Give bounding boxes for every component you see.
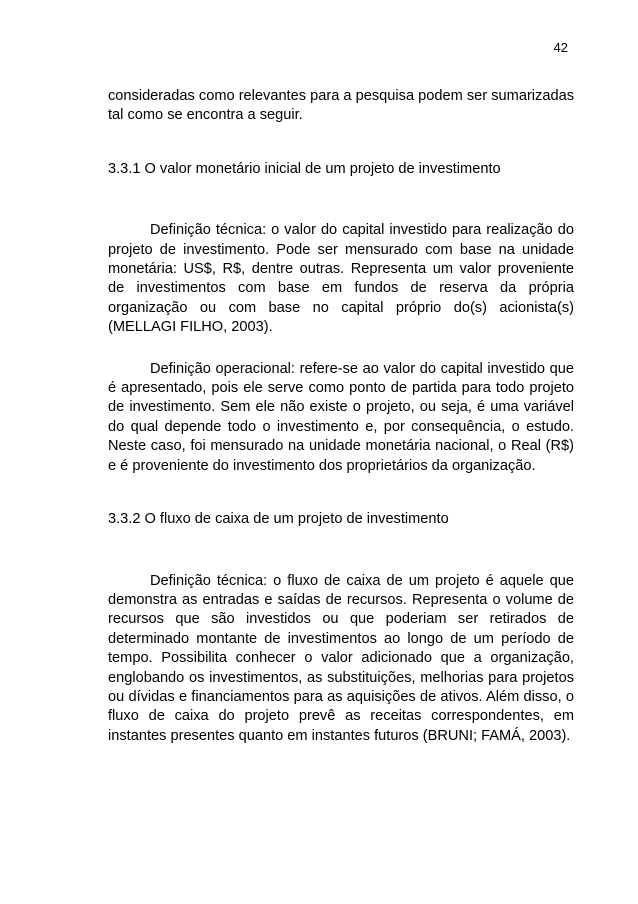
spacer [108, 338, 574, 360]
spacer [108, 476, 574, 510]
spacer [108, 530, 574, 572]
document-body [108, 87, 574, 746]
definition-technical-paragraph: Definição técnica: o valor do capital investido para realização do projeto de investimento. Pode ser mensurado com base na unidade monetária: US$, R$, dentre outras. Representa um valor proveniente de investimentos com base em fundos de reserva da própria organização ou com base no capital próprio do(s) acionista(s) (MELLAGI FILHO, 2003). [108, 222, 574, 336]
page-number: 42 [553, 40, 568, 55]
section-heading-3-3-2: 3.3.2 O fluxo de caixa de um projeto de investimento [108, 511, 449, 528]
cash-flow-definition-paragraph: Definição técnica: o fluxo de caixa de um projeto é aquele que demonstra as entradas e saídas de recursos. Representa o volume de recursos que são investidos ou que poderiam ser retirados de determinado montante de investimentos ao longo de um período de tempo. Possibilita conhecer o valor adicionado que a organização, englobando os investimentos, as substituições, melhorias para projetos ou dívidas e financiamentos para as aquisições de ativos. Além disso, o fluxo de caixa do projeto prevê as receitas correspondentes, em instantes presentes quanto em instantes futuros (BRUNI; FAMÁ, 2003). [108, 572, 574, 744]
spacer [108, 179, 574, 221]
intro-paragraph: consideradas como relevantes para a pesquisa podem ser sumarizadas tal como se encontra a seguir. [108, 88, 574, 124]
definition-operational-paragraph: Definição operacional: refere-se ao valor do capital investido que é apresentado, pois ele serve como ponto de partida para todo projeto de investimento. Sem ele não existe o projeto, ou seja, é uma variável do qual depende todo o investimento e, por consequência, o estudo. Neste caso, foi mensurado na unidade monetária nacional, o Real (R$) e é proveniente do investimento dos proprietários da organização. [108, 360, 574, 474]
section-heading-3-3-1: 3.3.1 O valor monetário inicial de um projeto de investimento [108, 160, 501, 177]
spacer [108, 126, 574, 160]
